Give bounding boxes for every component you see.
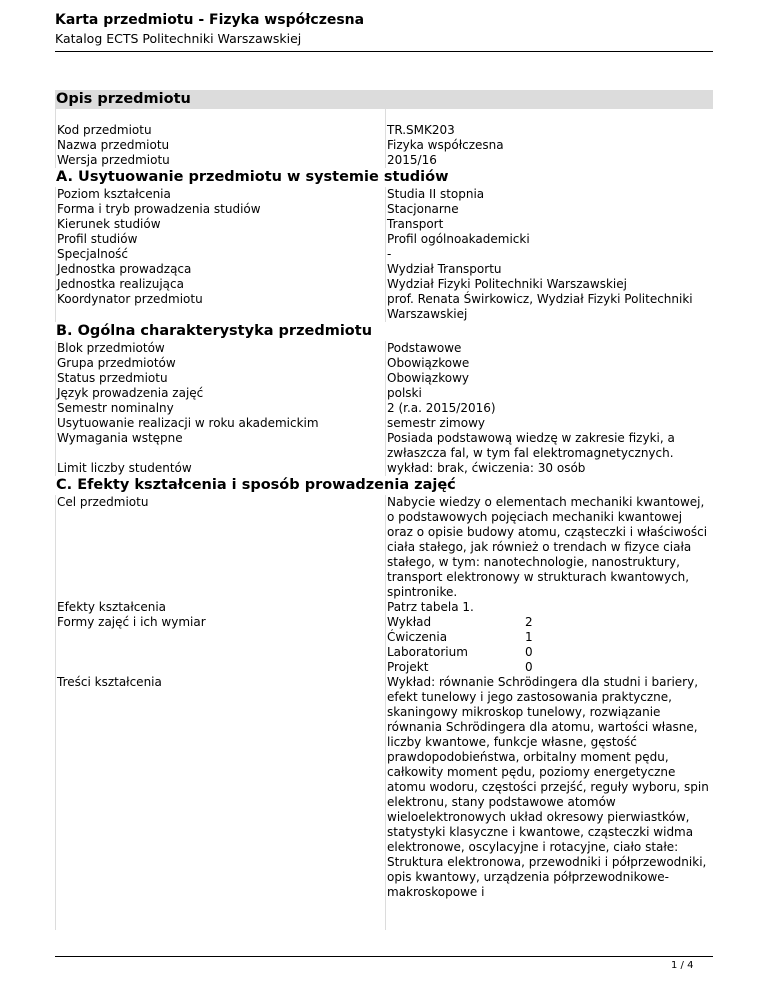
- class-form-name: Wykład: [387, 615, 432, 629]
- row-label: Kod przedmiotu: [55, 123, 385, 138]
- row-value: Posiada podstawową wiedzę w zakresie fizyki, a zwłaszcza fal, w tym fal elektromagnetycznych.: [385, 431, 713, 461]
- row-value: Profil ogólnoakademicki: [385, 232, 713, 247]
- course-card: [55, 90, 713, 930]
- row-value: Transport: [385, 217, 713, 232]
- row-value: semestr zimowy: [385, 416, 713, 431]
- row-label: Nazwa przedmiotu: [55, 138, 385, 153]
- table-row: [55, 138, 713, 153]
- table-row: [55, 386, 713, 401]
- table-row: [55, 232, 713, 247]
- document-title: Karta przedmiotu - Fizyka współczesna: [55, 12, 365, 28]
- row-value: wykład: brak, ćwiczenia: 30 osób: [385, 461, 713, 476]
- row-label: Grupa przedmiotów: [55, 356, 385, 371]
- row-label: Blok przedmiotów: [55, 341, 385, 356]
- section-c-heading: C. Efekty kształcenia i sposób prowadzenia zajęć: [56, 477, 456, 493]
- row-label: Usytuowanie realizacji w roku akademickim: [55, 416, 385, 431]
- row-value: Obowiązkowy: [385, 371, 713, 386]
- row-value: polski: [385, 386, 713, 401]
- table-row: [55, 277, 713, 292]
- row-value: Wydział Fizyki Politechniki Warszawskiej: [385, 277, 713, 292]
- row-label: Cel przedmiotu: [55, 495, 385, 600]
- table-row: [55, 600, 713, 615]
- header-divider: [55, 51, 713, 52]
- row-label: Limit liczby studentów: [55, 461, 385, 476]
- row-value: Nabycie wiedzy o elementach mechaniki kwantowej, o podstawowych pojęciach mechaniki kwantowej oraz o opisie budowy atomu, cząsteczki i właściwości ciała stałego, jak również o trendach w fizyce ciała stałego, w tym: nanotechnologie, nanostruktury, transport elektronowy w strukturach kwantowych, spintronike.: [385, 495, 713, 600]
- row-value: Fizyka współczesna: [385, 138, 713, 153]
- spacer-row: [55, 900, 713, 930]
- row-label: Jednostka realizująca: [55, 277, 385, 292]
- row-value: Obowiązkowe: [385, 356, 713, 371]
- table-row: [55, 356, 713, 371]
- row-label: Forma i tryb prowadzenia studiów: [55, 202, 385, 217]
- row-label: Profil studiów: [55, 232, 385, 247]
- row-label: Wersja przedmiotu: [55, 153, 385, 168]
- table-row: [55, 431, 713, 461]
- footer-divider: [55, 956, 713, 957]
- row-label: Formy zajęć i ich wymiar: [55, 615, 385, 675]
- row-label: Jednostka prowadząca: [55, 262, 385, 277]
- class-forms-table: [385, 615, 713, 675]
- row-value: 2 (r.a. 2015/2016): [385, 401, 713, 416]
- class-form-hours: 0: [525, 660, 533, 674]
- page-number: 1 / 4: [671, 960, 694, 971]
- row-value: 2015/16: [385, 153, 713, 168]
- row-label: Specjalność: [55, 247, 385, 262]
- class-form-name: Projekt: [387, 660, 429, 674]
- row-value: Wykład: równanie Schrödingera dla studni i bariery, efekt tunelowy i jego zastosowania praktyczne, skaningowy mikroskop tunelowy, rozwiązanie równania Schrödingera dla atomu, wartości własne, liczby kwantowe, funkcje własne, gęstość prawdopodobieństwa, orbitalny moment pędu, całkowity moment pędu, poziomy energetyczne atomu wodoru, częstości przejść, reguły wyboru, spin elektronu, stany podstawowe atomów wieloelektronowych układ okresowy pierwiastków, statystyki klasyczne i kwantowe, cząsteczki widma elektronowe, oscylacyjne i rotacyjne, ciało stałe: Struktura elektronowa, przewodniki i półprzewodniki, opis kwantowy, urządzenia półprzewodnikowe- makroskopowe i: [385, 675, 713, 900]
- table-row: [55, 153, 713, 168]
- table-row: [55, 401, 713, 416]
- row-label: Język prowadzenia zajęć: [55, 386, 385, 401]
- row-value: -: [385, 247, 713, 262]
- table-row: [55, 262, 713, 277]
- row-value: Wydział Transportu: [385, 262, 713, 277]
- class-form-hours: 2: [525, 615, 533, 629]
- table-row: [55, 416, 713, 431]
- spacer-row: [55, 109, 713, 123]
- table-row: [55, 292, 713, 322]
- row-label: Status przedmiotu: [55, 371, 385, 386]
- class-form-name: Ćwiczenia: [387, 630, 448, 644]
- row-label: Kierunek studiów: [55, 217, 385, 232]
- document-subtitle: Katalog ECTS Politechniki Warszawskiej: [55, 31, 302, 46]
- section-b-heading: B. Ogólna charakterystyka przedmiotu: [56, 323, 373, 339]
- table-row: [55, 187, 713, 202]
- section-a-heading: A. Usytuowanie przedmiotu w systemie studiów: [56, 169, 449, 185]
- row-value: Studia II stopnia: [385, 187, 713, 202]
- row-value: Stacjonarne: [385, 202, 713, 217]
- row-label: Koordynator przedmiotu: [55, 292, 385, 322]
- table-row: [55, 615, 713, 675]
- opis-heading: Opis przedmiotu: [55, 90, 713, 109]
- class-form-hours: 0: [525, 645, 533, 659]
- table-row: [55, 247, 713, 262]
- table-row: [55, 341, 713, 356]
- table-row: [55, 461, 713, 476]
- row-label: Wymagania wstępne: [55, 431, 385, 461]
- row-value: Podstawowe: [385, 341, 713, 356]
- table-row: [55, 495, 713, 600]
- row-label: Treści kształcenia: [55, 675, 385, 900]
- table-row: [55, 202, 713, 217]
- row-label: Semestr nominalny: [55, 401, 385, 416]
- table-row: [55, 675, 713, 900]
- row-value: Patrz tabela 1.: [385, 600, 713, 615]
- table-row: [55, 371, 713, 386]
- class-form-hours: 1: [525, 630, 533, 644]
- table-row: [55, 123, 713, 138]
- class-form-name: Laboratorium: [387, 645, 468, 659]
- row-value: prof. Renata Świrkowicz, Wydział Fizyki Politechniki Warszawskiej: [385, 292, 713, 322]
- row-label: Efekty kształcenia: [55, 600, 385, 615]
- row-value: TR.SMK203: [385, 123, 713, 138]
- table-row: [55, 217, 713, 232]
- row-label: Poziom kształcenia: [55, 187, 385, 202]
